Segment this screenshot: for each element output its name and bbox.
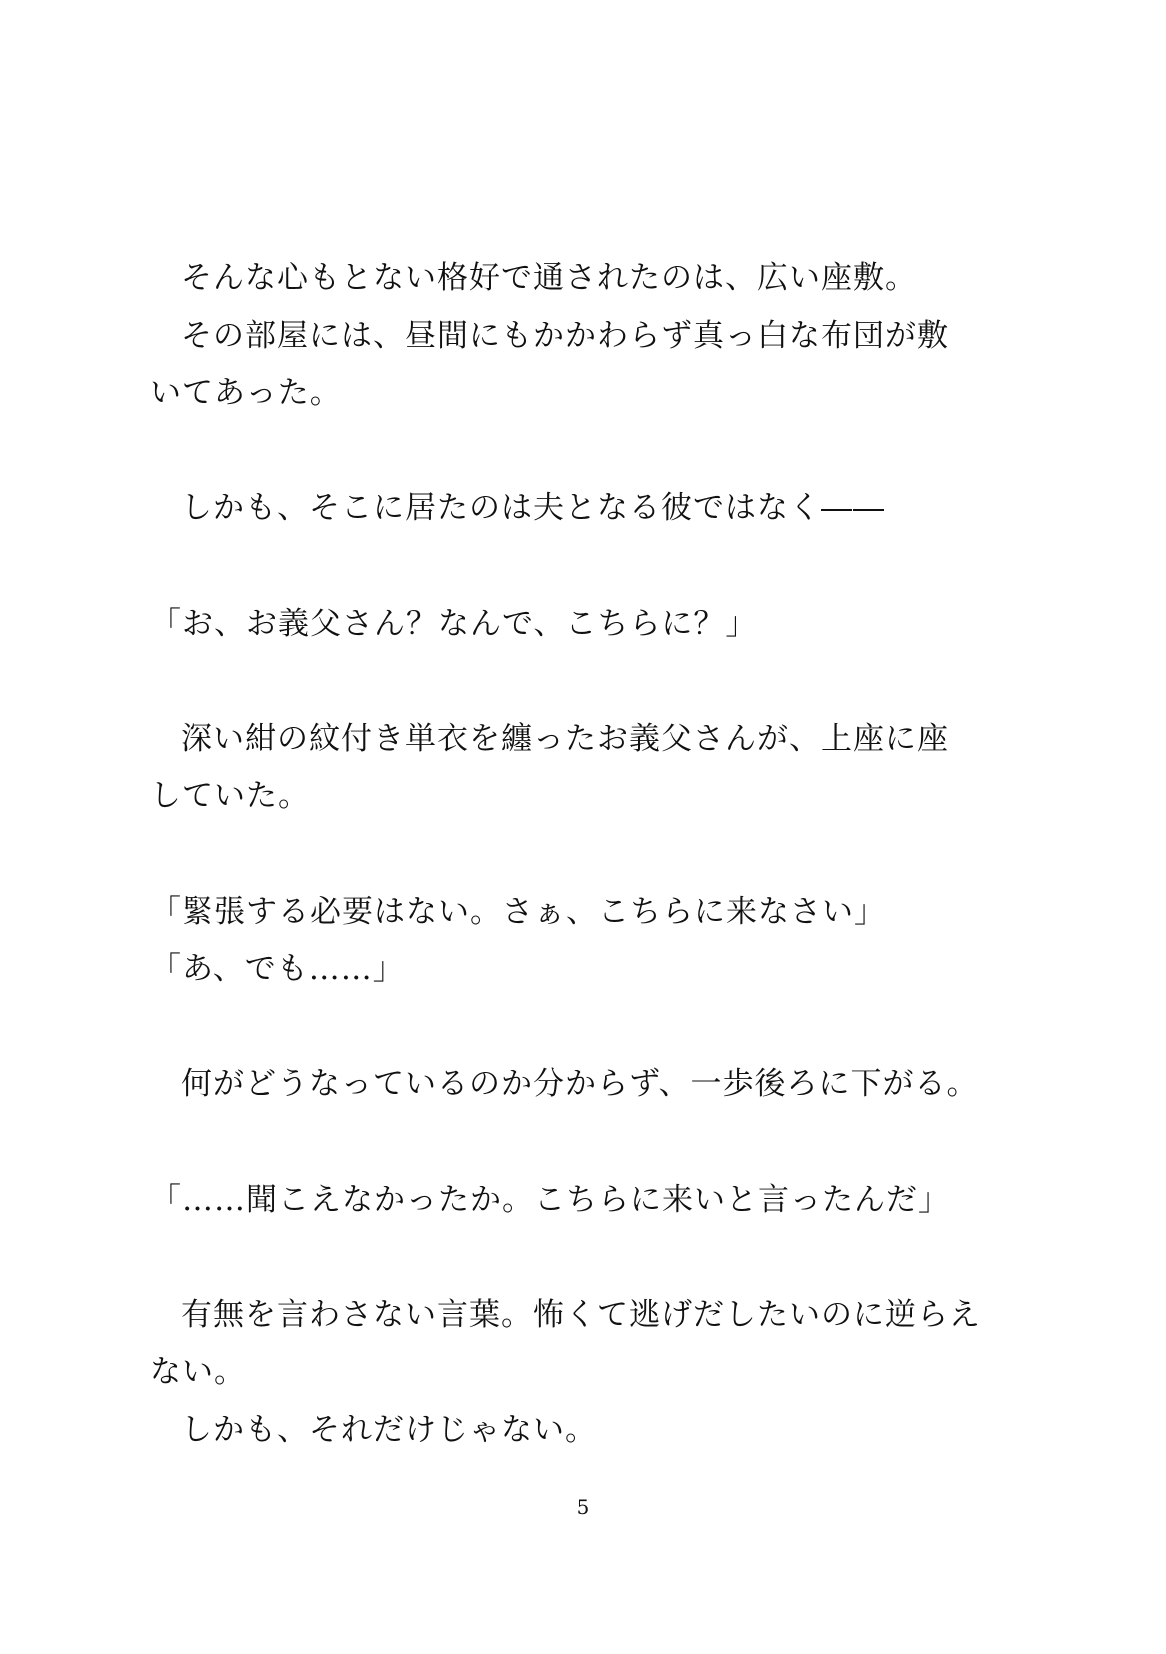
page-number: 5 <box>576 1495 590 1519</box>
text-line: いてあった。 <box>150 375 342 412</box>
blank-line <box>150 999 1020 1057</box>
dialogue-line: 「あ、でも……」 <box>150 951 405 988</box>
text-line: 何がどうなっているのか分からず、一歩後ろに下がる。 <box>181 1066 979 1103</box>
blank-line <box>150 1114 1020 1172</box>
blank-line <box>150 423 1020 481</box>
text-line: しかも、そこに居たのは夫となる彼ではなく―― <box>181 490 885 527</box>
dialogue-line: 「緊張する必要はない。さぁ、こちらに来なさい」 <box>150 893 886 930</box>
text-line: しかも、それだけじゃない。 <box>181 1411 597 1448</box>
dialogue-line: 「お、お義父さん？なんで、こちらに？」 <box>150 605 758 642</box>
text-line: していた。 <box>150 778 310 815</box>
text-line: 有無を言わさない言葉。怖くて逃げだしたいのに逆らえ <box>181 1296 981 1333</box>
blank-line <box>150 538 1020 596</box>
text-line: その部屋には、昼間にもかかわらず真っ白な布団が敷 <box>181 317 949 354</box>
dialogue-line: 「……聞こえなかったか。こちらに来いと言ったんだ」 <box>150 1181 950 1218</box>
blank-line <box>150 1229 1020 1287</box>
body-text <box>150 250 1020 1459</box>
text-line: 深い紺の紋付き単衣を纏ったお義父さんが、上座に座 <box>181 720 949 757</box>
text-line: ない。 <box>150 1354 246 1391</box>
blank-line <box>150 826 1020 884</box>
text-line: そんな心もとない格好で通されたのは、広い座敷。 <box>181 260 917 296</box>
blank-line <box>150 653 1020 711</box>
